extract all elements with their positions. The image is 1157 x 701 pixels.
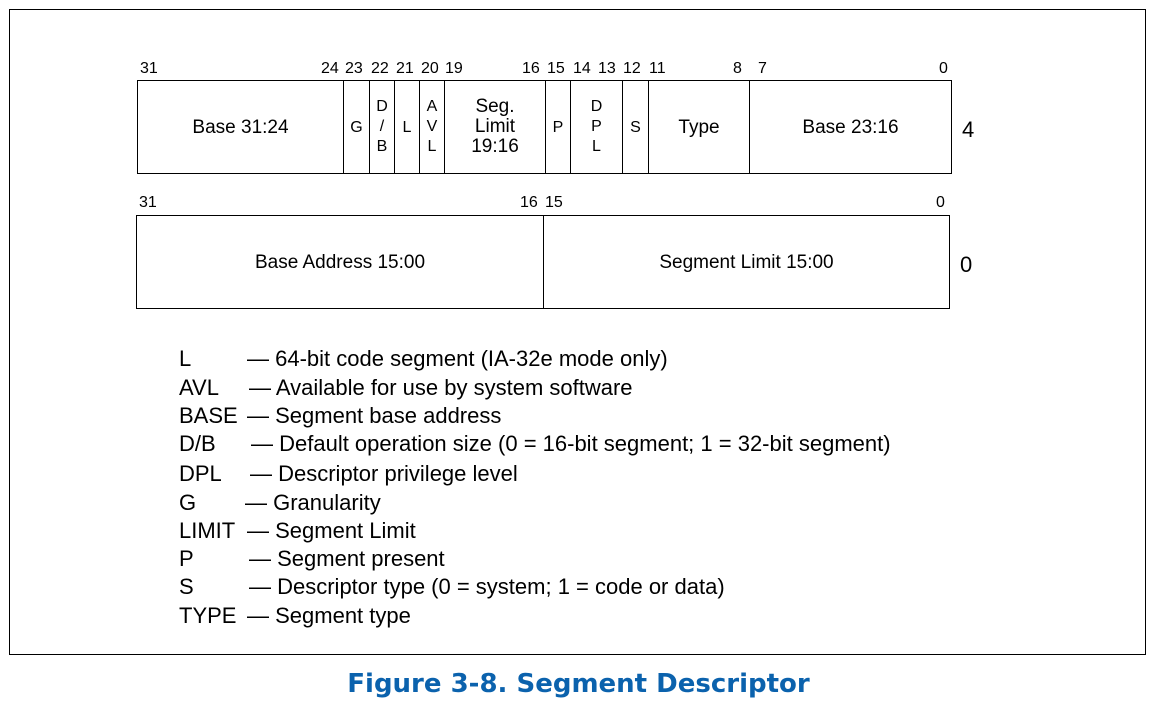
legend-abbr: D/B (179, 431, 216, 456)
bit-label: 16 (520, 194, 538, 211)
field-label: L (427, 138, 437, 155)
bit-label: 14 (573, 60, 591, 77)
bit-label: 21 (396, 60, 414, 77)
bit-label: 11 (649, 60, 666, 77)
field-base-23-16 (749, 81, 951, 173)
field-l (394, 81, 419, 173)
legend-desc: — 64-bit code segment (IA-32e mode only) (247, 346, 668, 371)
field-label: S (630, 118, 641, 136)
bit-label: 23 (345, 60, 363, 77)
upper-dword-offset: 4 (962, 117, 975, 142)
field-label: V (426, 118, 438, 135)
field-dpl (570, 81, 622, 173)
field-db (369, 81, 394, 173)
bit-label: 0 (936, 194, 945, 211)
field-label: Base 31:24 (192, 116, 289, 138)
field-label: A (426, 98, 438, 115)
field-label: Base Address 15:00 (254, 251, 426, 273)
field-label: Base 23:16 (802, 116, 899, 138)
upper-dword-register (137, 80, 952, 174)
legend-desc: — Segment present (249, 546, 445, 571)
field-base-address-15-00 (137, 216, 543, 308)
legend-desc: — Granularity (245, 490, 381, 515)
legend-desc: — Available for use by system software (249, 375, 633, 400)
legend-desc: — Default operation size (0 = 16-bit segment; 1 = 32-bit segment) (251, 431, 891, 456)
legend-abbr: DPL (179, 461, 222, 486)
field-s (622, 81, 648, 173)
bit-label: 31 (139, 194, 157, 211)
legend-abbr: P (179, 546, 194, 571)
legend-desc: — Segment type (247, 603, 411, 628)
bit-label: 13 (598, 60, 616, 77)
bit-label: 24 (321, 60, 339, 77)
bit-label: 12 (623, 60, 641, 77)
bit-label: 20 (421, 60, 439, 77)
legend-abbr: AVL (179, 375, 219, 400)
field-label: Limit (474, 116, 516, 137)
field-label: B (376, 138, 388, 155)
field-label: D (376, 98, 388, 115)
field-label: L (592, 138, 601, 155)
lower-dword-register (136, 215, 950, 309)
field-segment-limit-15-00 (543, 216, 949, 308)
legend-abbr: TYPE (179, 603, 237, 628)
bit-label: 22 (371, 60, 389, 77)
field-label: Type (678, 116, 720, 138)
legend-abbr: S (179, 574, 194, 599)
bit-label: 16 (522, 60, 540, 77)
figure-caption: Figure 3-8. Segment Descriptor (347, 669, 810, 699)
field-base-31-24 (138, 81, 343, 173)
field-p (545, 81, 570, 173)
field-seg-limit-19-16 (444, 81, 545, 173)
legend-abbr: L (179, 346, 192, 371)
legend-desc: — Segment base address (247, 403, 502, 428)
legend-abbr: G (179, 490, 197, 515)
bit-label: 7 (758, 60, 767, 77)
legend-desc: — Segment Limit (247, 518, 416, 543)
field-label: / (379, 118, 385, 135)
field-label: 19:16 (471, 136, 519, 157)
bit-label: 8 (733, 60, 742, 77)
bit-label: 19 (445, 60, 463, 77)
field-label: L (402, 118, 412, 136)
field-avl (419, 81, 444, 173)
bit-label: 15 (545, 194, 563, 211)
legend-desc: — Descriptor type (0 = system; 1 = code or data) (249, 574, 725, 599)
field-type (648, 81, 749, 173)
legend-abbr: LIMIT (179, 518, 236, 543)
field-label: Seg. (475, 96, 515, 117)
field-label: P (591, 118, 602, 135)
field-label: G (350, 118, 363, 136)
field-label: D (590, 98, 603, 115)
legend-desc: — Descriptor privilege level (250, 461, 518, 486)
field-g (343, 81, 369, 173)
bit-label: 31 (140, 60, 158, 77)
field-label: Segment Limit 15:00 (659, 251, 834, 273)
field-label: P (552, 118, 564, 136)
legend-abbr: BASE (179, 403, 238, 428)
bit-label: 15 (547, 60, 565, 77)
lower-dword-offset: 0 (960, 252, 973, 277)
bit-label: 0 (939, 60, 948, 77)
